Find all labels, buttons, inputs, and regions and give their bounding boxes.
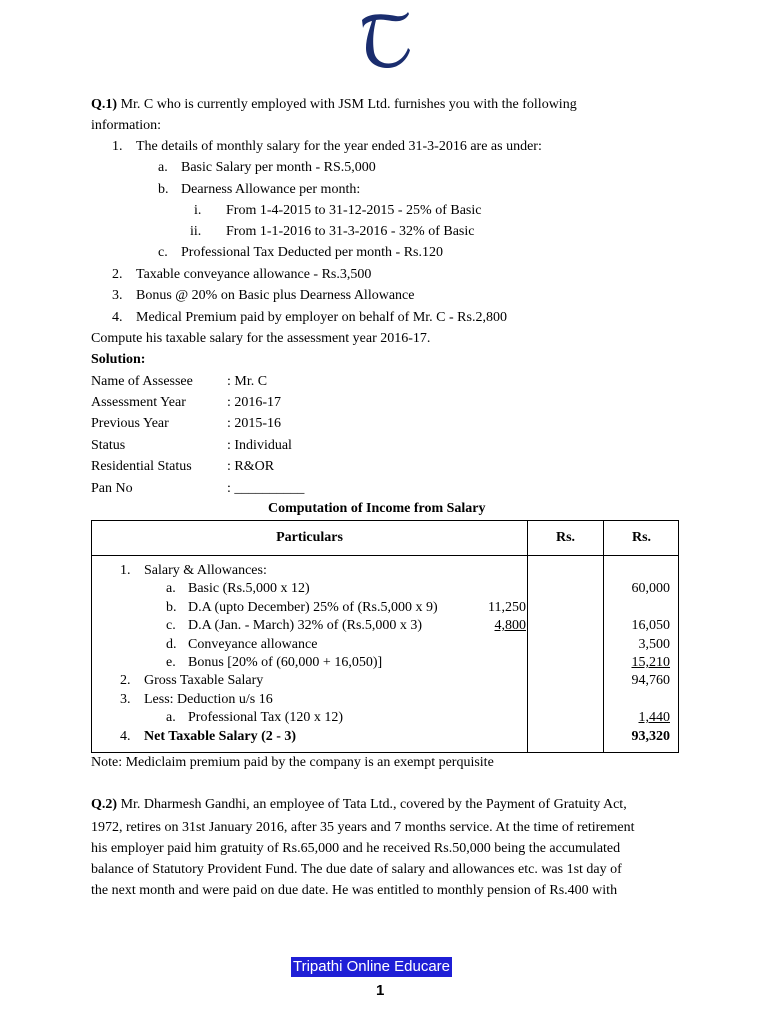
header-rs-1: Rs. [555,530,576,545]
table-row: c. D.A (Jan. - March) 32% of (Rs.5,000 x 3) [166,618,423,633]
table-row: 2. Gross Taxable Salary [120,673,264,688]
publisher-logo [356,6,412,70]
table-row: e. Bonus [20% of (60,000 + 16,050)] [166,655,383,670]
q1-intro-line1: Q.1) Mr. C who is currently employed with JSM Ltd. furnishes you with the following [91,97,577,112]
page-number: 1 [376,982,385,999]
solution-value: : Individual [227,438,292,453]
list-item: ii. From 1-1-2016 to 31-3-2016 - 32% of Basic [190,224,475,239]
solution-label: Status [91,438,126,453]
list-item: b. Dearness Allowance per month: [158,182,361,197]
amount: 3,500 [638,637,670,652]
table-row: 4. Net Taxable Salary (2 - 3) [120,729,297,744]
q1-compute: Compute his taxable salary for the assessment year 2016-17. [91,331,431,346]
salary-computation-table [91,520,679,753]
solution-label: Pan No [91,481,133,496]
list-item: a. Basic Salary per month - RS.5,000 [158,160,376,175]
list-item: 2. Taxable conveyance allowance - Rs.3,500 [112,267,372,282]
solution-value: : R&OR [227,459,275,474]
solution-label: Previous Year [91,416,169,431]
amount: 15,210 [631,655,670,670]
solution-label: Name of Assessee [91,374,193,389]
q2-line: Q.2) Mr. Dharmesh Gandhi, an employee of Tata Ltd., covered by the Payment of Gratuity Act, [91,797,627,812]
list-item: i. From 1-4-2015 to 31-12-2015 - 25% of Basic [194,203,482,218]
solution-value: : 2016-17 [227,395,282,410]
list-item: 3. Bonus @ 20% on Basic plus Dearness Allowance [112,288,415,303]
list-item: 1. The details of monthly salary for the year ended 31-3-2016 are as under: [112,139,542,154]
table-row: a. Basic (Rs.5,000 x 12) [166,581,310,596]
q2-label: Q.2) [91,797,118,812]
q1-label: Q.1) [91,97,118,112]
note: Note: Mediclaim premium paid by the company is an exempt perquisite [91,755,494,770]
solution-value: : __________ [227,481,305,496]
amount: 60,000 [631,581,670,596]
header-particulars: Particulars [276,530,343,545]
table-row: a. Professional Tax (120 x 12) [166,710,344,725]
q2-line: his employer paid him gratuity of Rs.65,000 and he received Rs.50,000 being the accumulated [91,841,621,856]
q2-line: the next month and were paid on due date. He was entitled to monthly pension of Rs.400 with [91,883,618,898]
table-title: Computation of Income from Salary [268,501,486,516]
amount: 4,800 [494,618,526,633]
q2-line: 1972, retires on 31st January 2016, after 35 years and 7 months service. At the time of retirement [91,820,635,835]
q2-line: balance of Statutory Provident Fund. The due date of salary and allowances etc. was 1st day of [91,862,622,877]
table-row: d. Conveyance allowance [166,637,318,652]
solution-label: Assessment Year [91,395,186,410]
q1-intro-line2: information: [91,118,161,133]
solution-value: : Mr. C [227,374,268,389]
table-row: 3. Less: Deduction u/s 16 [120,692,273,707]
amount: 11,250 [488,600,526,615]
list-item: c. Professional Tax Deducted per month - Rs.120 [158,245,443,260]
solution-label: Residential Status [91,459,192,474]
solution-heading: Solution: [91,352,146,367]
list-item: 4. Medical Premium paid by employer on behalf of Mr. C - Rs.2,800 [112,310,507,325]
amount: 93,320 [631,729,670,744]
table-row: b. D.A (upto December) 25% of (Rs.5,000 x 9) [166,600,438,615]
amount: 94,760 [631,673,670,688]
solution-value: : 2015-16 [227,416,282,431]
amount: 1,440 [638,710,670,725]
header-rs-2: Rs. [631,530,652,545]
amount: 16,050 [631,618,670,633]
footer-brand: Tripathi Online Educare [293,958,451,975]
table-row: 1. Salary & Allowances: [120,563,267,578]
